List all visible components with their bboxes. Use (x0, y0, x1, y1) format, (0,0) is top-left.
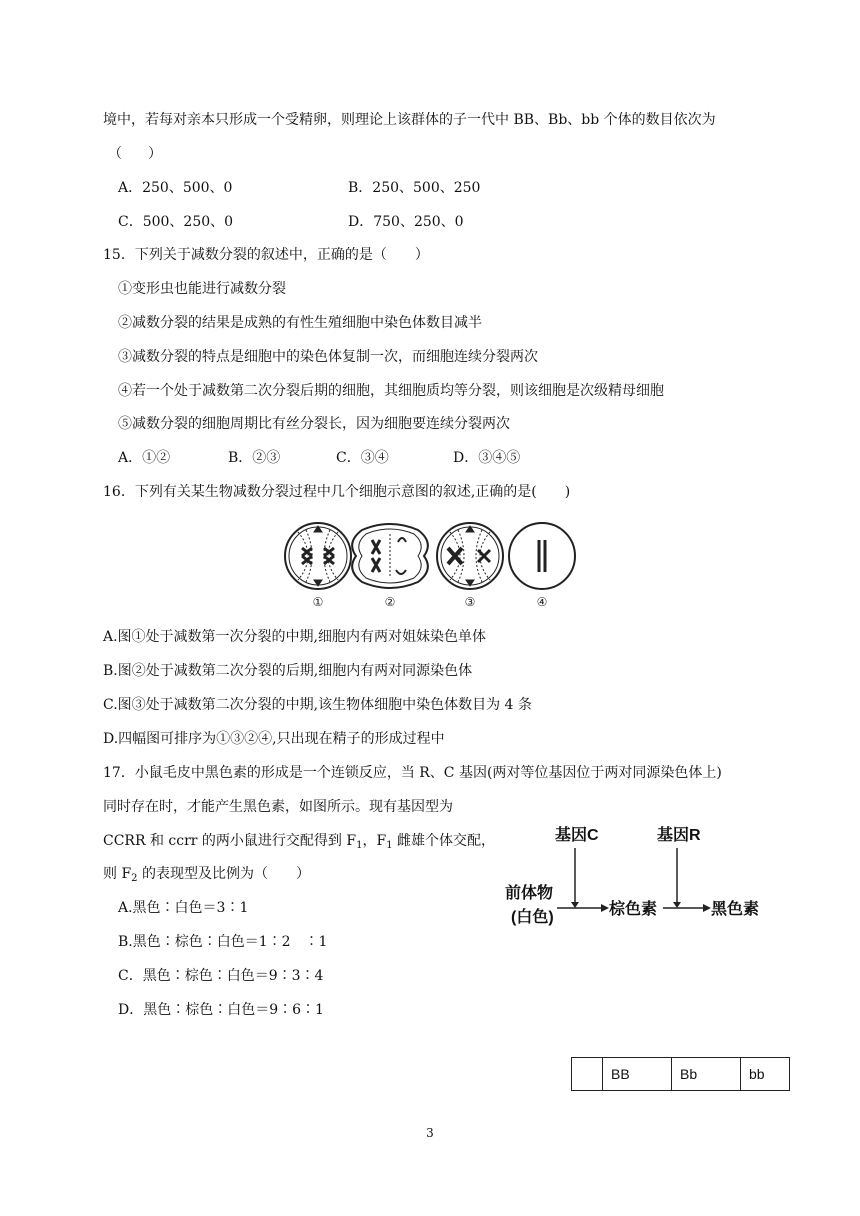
q15-item: ①变形虫也能进行减数分裂 (118, 281, 286, 297)
intro-answer-bracket (108, 144, 162, 164)
q15-item: ⑤减数分裂的细胞周期比有丝分裂长，因为细胞要连续分裂两次 (118, 416, 510, 432)
q15-option-b: B．②③ (228, 450, 281, 466)
cell-label: ① (312, 595, 324, 609)
cell-1-diagram (285, 523, 351, 589)
black-pigment-label: 黑色素 (711, 901, 760, 918)
q17-option-d: D．黑色∶棕色∶白色＝9∶6∶1 (118, 1002, 324, 1018)
q15-option-c: C．③④ (336, 450, 389, 466)
q17-line-3: CCRR 和 ccrr 的两小鼠进行交配得到 $F_1$，$F_1$ 雌雄个体交配， (103, 833, 496, 851)
q17-option-b: B.黑色∶棕色∶白色＝1∶2 ∶1 (118, 934, 328, 950)
q15-item: ③减数分裂的特点是细胞中的染色体复制一次，而细胞连续分裂两次 (118, 349, 538, 365)
q15-option-d: D．③④⑤ (453, 450, 521, 466)
table-cell-bb-lower: bb (741, 1058, 790, 1091)
cell-4-diagram (509, 523, 575, 589)
meiosis-cells-figure (280, 520, 580, 612)
q15-item: ②减数分裂的结果是成熟的有性生殖细胞中染色体数目减半 (118, 315, 482, 331)
cell-label: ② (384, 595, 396, 609)
table-cell-bb-upper: BB (603, 1058, 672, 1091)
q16-option-d: D.四幅图可排序为①③②④,只出现在精子的形成过程中 (103, 731, 445, 747)
q17-option-c: C．黑色∶棕色∶白色＝9∶3∶4 (118, 968, 324, 984)
genotype-table (571, 1057, 790, 1091)
cell-label: ④ (536, 595, 548, 609)
brown-pigment-label: 棕色素 (609, 901, 658, 918)
q16-option-b: B.图②处于减数第二次分裂的后期,细胞内有两对同源染色体 (103, 663, 473, 679)
q14-option-b: B．250、500、250 (348, 180, 481, 196)
precursor-label: 前体物 (505, 885, 554, 902)
q15-stem: 15．下列关于减数分裂的叙述中，正确的是（ ） (103, 247, 429, 263)
bracket-open: （ (108, 146, 122, 162)
gene-c-label: 基因C (555, 827, 599, 844)
q16-stem: 16．下列有关某生物减数分裂过程中几个细胞示意图的叙述,正确的是( ) (103, 484, 571, 500)
cell-2-diagram (352, 524, 428, 588)
table-cell-bb-hetero: Bb (672, 1058, 741, 1091)
bracket-close: ） (148, 146, 162, 162)
q15-item: ④若一个处于减数第二次分裂后期的细胞，其细胞质均等分裂，则该细胞是次级精母细胞 (118, 383, 664, 399)
q14-option-c: C．500、250、0 (118, 214, 234, 230)
melanin-pathway-diagram (505, 818, 765, 938)
q15-option-a: A．①② (118, 450, 171, 466)
table-row (572, 1058, 790, 1091)
precursor-color-label: (白色) (511, 909, 554, 926)
page-number: 3 (426, 1126, 434, 1140)
q17-line-1: 17．小鼠毛皮中黑色素的形成是一个连锁反应，当 R、C 基因(两对等位基因位于两对同源染色体上) (103, 765, 722, 781)
gene-r-label: 基因R (657, 827, 701, 844)
table-cell-empty (572, 1058, 603, 1091)
cell-label: ③ (464, 595, 476, 609)
q16-option-c: C.图③处于减数第二次分裂的中期,该生物体细胞中染色体数目为 4 条 (103, 697, 532, 713)
q14-option-a: A．250、500、0 (118, 180, 233, 196)
cell-3-diagram (437, 523, 503, 589)
q17-line-2: 同时存在时，才能产生黑色素，如图所示。现有基因型为 (103, 799, 453, 815)
q16-option-a: A.图①处于减数第一次分裂的中期,细胞内有两对姐妹染色单体 (103, 629, 487, 645)
q17-line-4: 则 $F_2$ 的表现型及比例为（ ） (103, 866, 310, 884)
q14-option-d: D．750、250、0 (348, 214, 464, 230)
intro-line-1: 境中，若每对亲本只形成一个受精卵，则理论上该群体的子一代中 BB、Bb、bb 个体的数目依次为 (103, 112, 716, 128)
q17-option-a: A.黑色∶白色＝3∶1 (118, 900, 249, 916)
